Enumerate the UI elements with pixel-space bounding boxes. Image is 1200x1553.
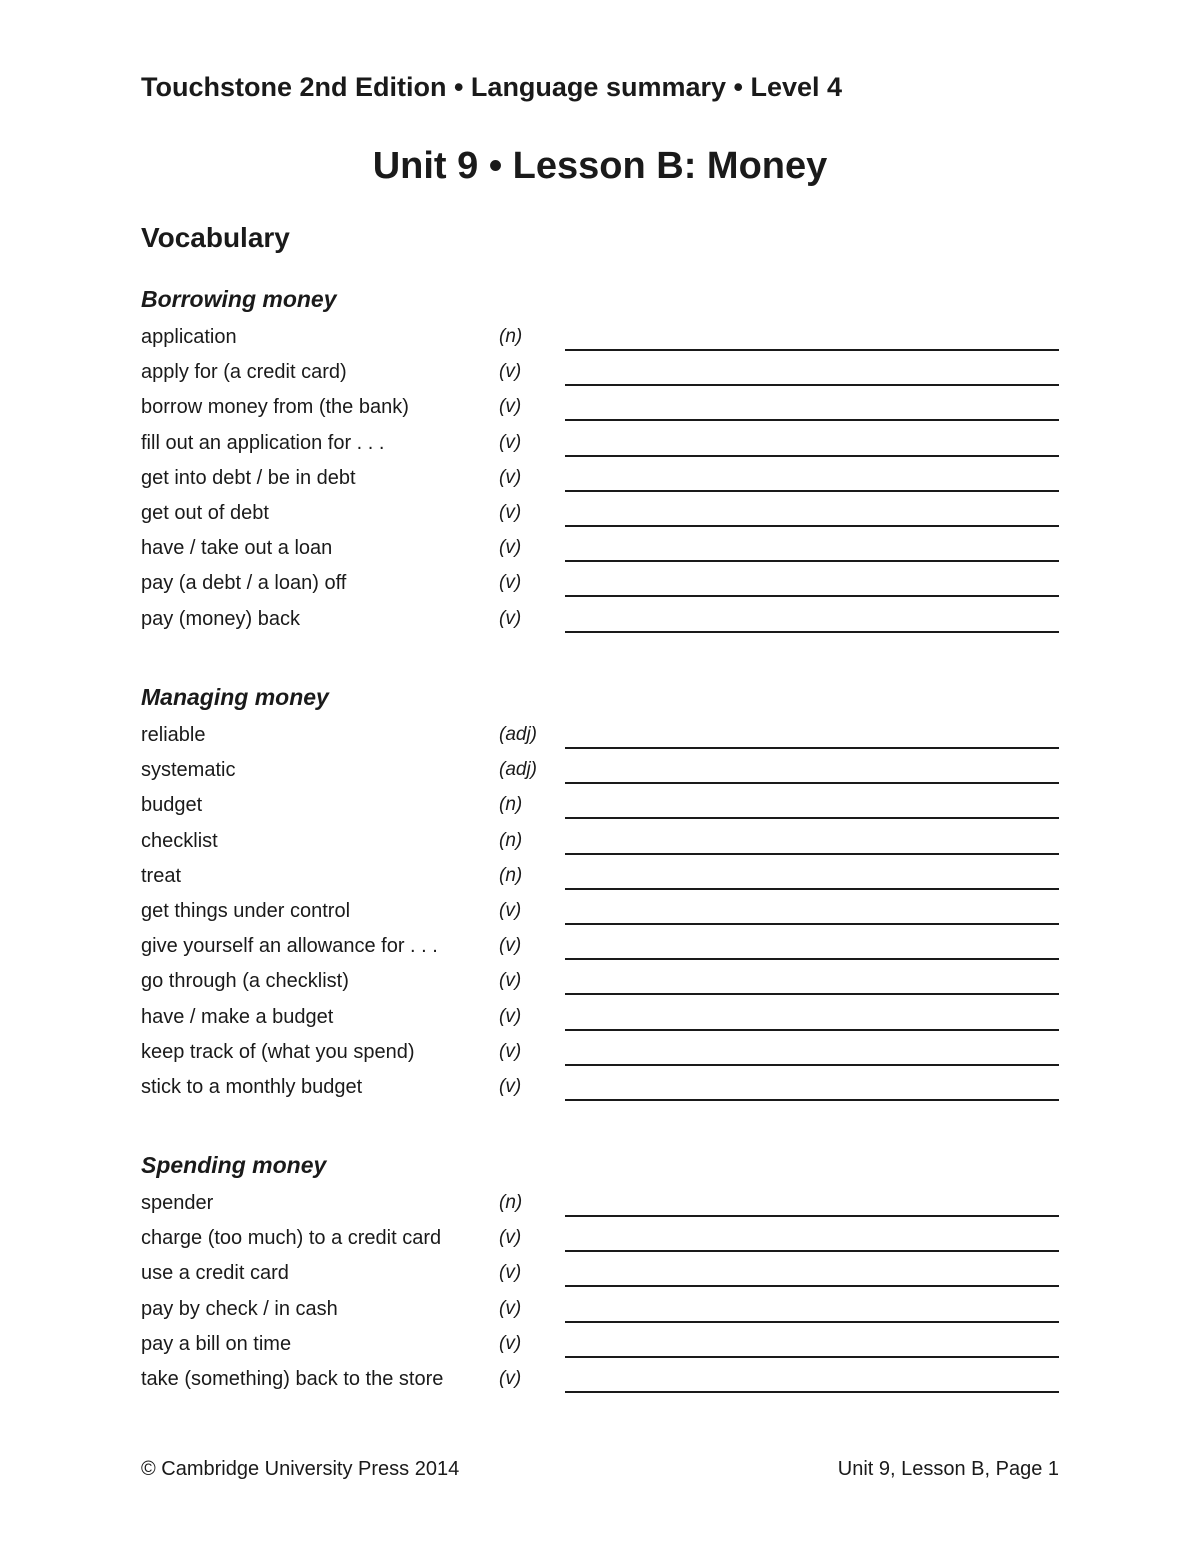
part-of-speech: (v)	[499, 899, 522, 921]
answer-line	[565, 490, 1059, 492]
vocab-term: get into debt / be in debt	[141, 466, 356, 489]
part-of-speech: (v)	[499, 572, 522, 594]
part-of-speech: (adj)	[499, 724, 538, 745]
vocab-term: take (something) back to the store	[141, 1367, 444, 1390]
vocab-row	[141, 896, 1059, 931]
answer-line	[565, 349, 1059, 351]
vocab-row	[141, 966, 1059, 1001]
part-of-speech: (v)	[499, 361, 522, 383]
vocab-term: systematic	[141, 759, 236, 782]
part-of-speech: (v)	[499, 1040, 522, 1062]
answer-line	[565, 853, 1059, 855]
part-of-speech: (v)	[499, 1227, 522, 1249]
part-of-speech: (v)	[499, 1075, 522, 1097]
answer-line	[565, 384, 1059, 386]
part-of-speech: (n)	[499, 1192, 523, 1213]
answer-line	[565, 817, 1059, 819]
part-of-speech: (n)	[499, 794, 523, 816]
part-of-speech: (v)	[499, 466, 522, 488]
vocab-term: keep track of (what you spend)	[141, 1040, 415, 1063]
page-title: Unit 9 • Lesson B: Money	[372, 145, 828, 187]
answer-line	[565, 560, 1059, 562]
vocab-term: get things under control	[141, 899, 351, 922]
part-of-speech: (v)	[499, 607, 522, 629]
part-of-speech: (n)	[499, 326, 523, 347]
answer-line	[565, 1099, 1059, 1101]
vocab-term: charge (too much) to a credit card	[141, 1227, 442, 1250]
vocab-term: use a credit card	[141, 1262, 289, 1285]
vocab-row	[141, 790, 1059, 825]
part-of-speech: (v)	[499, 1005, 522, 1027]
part-of-speech: (v)	[499, 1367, 522, 1389]
group-title: Managing money	[141, 684, 329, 710]
vocab-row	[141, 1223, 1059, 1258]
vocab-term: reliable	[141, 724, 206, 746]
vocab-row	[141, 1364, 1059, 1399]
answer-line	[565, 1029, 1059, 1031]
vocab-row	[141, 392, 1059, 427]
part-of-speech: (adj)	[499, 759, 538, 781]
vocab-term: pay a bill on time	[141, 1332, 292, 1355]
answer-line	[565, 993, 1059, 995]
vocab-row	[141, 1294, 1059, 1329]
vocab-term: spender	[141, 1192, 214, 1214]
vocab-row	[141, 357, 1059, 392]
group-title: Spending money	[141, 1152, 327, 1178]
part-of-speech: (v)	[499, 1262, 522, 1284]
vocab-group-managing-money	[141, 682, 1059, 1107]
part-of-speech: (v)	[499, 970, 522, 992]
part-of-speech: (v)	[499, 396, 522, 418]
answer-line	[565, 1391, 1059, 1393]
part-of-speech: (v)	[499, 1332, 522, 1354]
vocab-row	[141, 1002, 1059, 1037]
footer-copyright: © Cambridge University Press 2014	[141, 1458, 460, 1480]
vocab-row	[141, 428, 1059, 463]
vocab-term: pay by check / in cash	[141, 1297, 338, 1320]
section-heading-vocabulary: Vocabulary	[141, 222, 290, 253]
vocab-row	[141, 498, 1059, 533]
vocab-row	[141, 755, 1059, 790]
answer-line	[565, 419, 1059, 421]
vocab-term: treat	[141, 864, 182, 887]
part-of-speech: (v)	[499, 431, 522, 453]
part-of-speech: (v)	[499, 537, 522, 559]
answer-line	[565, 923, 1059, 925]
vocab-term: have / make a budget	[141, 1005, 334, 1028]
vocab-row	[141, 1258, 1059, 1293]
vocab-row	[141, 1188, 1059, 1223]
vocab-group-spending-money	[141, 1150, 1059, 1399]
answer-line	[565, 747, 1059, 749]
part-of-speech: (v)	[499, 1297, 522, 1319]
answer-line	[565, 525, 1059, 527]
vocab-term: fill out an application for . . .	[141, 431, 385, 454]
vocab-row	[141, 322, 1059, 357]
answer-line	[565, 631, 1059, 633]
vocab-row	[141, 533, 1059, 568]
answer-line	[565, 1064, 1059, 1066]
vocab-term: go through (a checklist)	[141, 970, 349, 993]
vocab-row	[141, 931, 1059, 966]
vocab-term: checklist	[141, 829, 218, 852]
group-title: Borrowing money	[141, 286, 337, 312]
vocab-term: budget	[141, 794, 203, 817]
vocab-row	[141, 604, 1059, 639]
answer-line	[565, 1321, 1059, 1323]
answer-line	[565, 1215, 1059, 1217]
vocab-row	[141, 463, 1059, 498]
answer-line	[565, 1356, 1059, 1358]
answer-line	[565, 782, 1059, 784]
vocab-term: borrow money from (the bank)	[141, 396, 409, 419]
part-of-speech: (v)	[499, 935, 522, 957]
vocab-row	[141, 1072, 1059, 1107]
vocab-term: stick to a monthly budget	[141, 1075, 363, 1098]
vocab-term: pay (a debt / a loan) off	[141, 572, 347, 595]
answer-line	[565, 958, 1059, 960]
vocab-row	[141, 720, 1059, 755]
vocab-row	[141, 861, 1059, 896]
answer-line	[565, 455, 1059, 457]
part-of-speech: (n)	[499, 829, 523, 851]
part-of-speech: (v)	[499, 501, 522, 523]
vocab-row	[141, 568, 1059, 603]
vocab-row	[141, 1037, 1059, 1072]
vocab-row	[141, 826, 1059, 861]
document-header: Touchstone 2nd Edition • Language summary • Level 4	[141, 72, 843, 102]
part-of-speech: (n)	[499, 864, 523, 886]
vocab-row	[141, 1329, 1059, 1364]
vocab-term: get out of debt	[141, 501, 269, 524]
vocab-term: application	[141, 326, 237, 348]
footer-page-number: Unit 9, Lesson B, Page 1	[837, 1458, 1059, 1480]
answer-line	[565, 888, 1059, 890]
vocab-group-borrowing-money	[141, 284, 1059, 639]
vocab-term: pay (money) back	[141, 607, 300, 630]
vocab-term: give yourself an allowance for . . .	[141, 935, 438, 958]
vocab-term: apply for (a credit card)	[141, 361, 347, 384]
answer-line	[565, 595, 1059, 597]
answer-line	[565, 1250, 1059, 1252]
vocab-term: have / take out a loan	[141, 537, 333, 560]
answer-line	[565, 1285, 1059, 1287]
